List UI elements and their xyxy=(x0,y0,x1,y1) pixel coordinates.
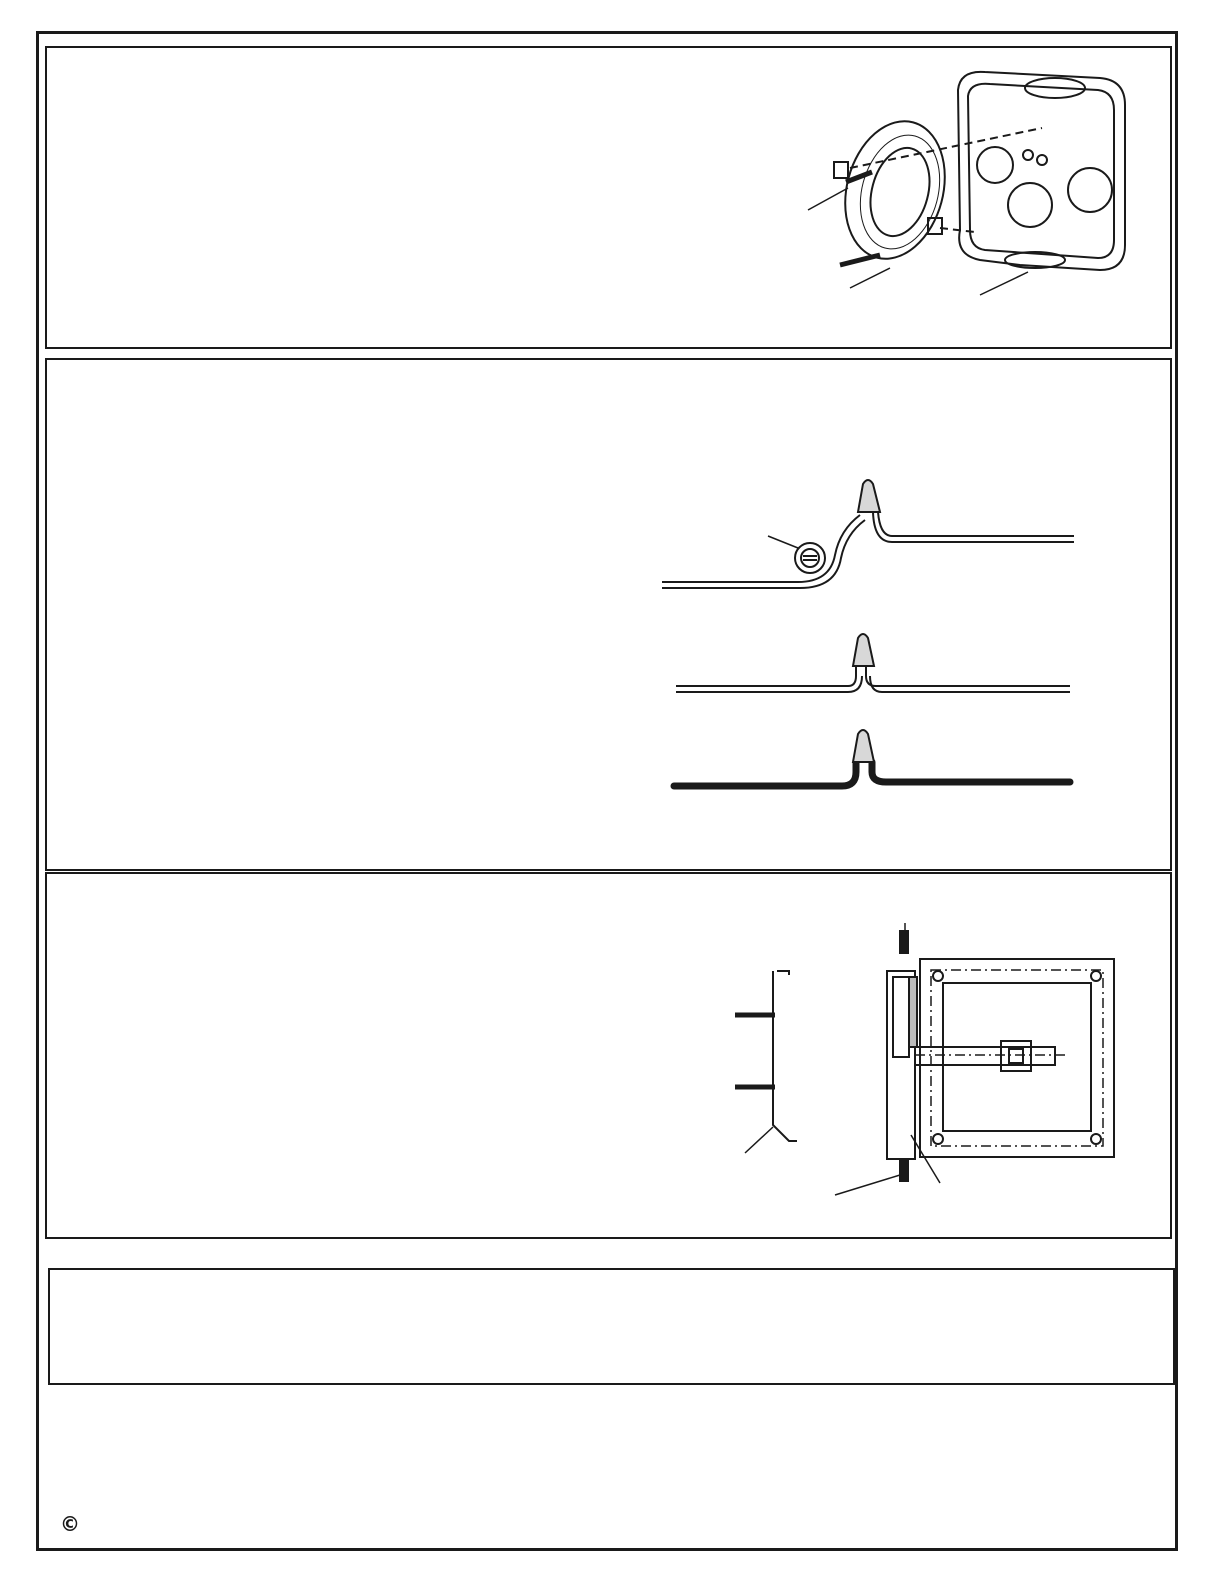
note-box xyxy=(48,1268,1175,1385)
mounting-plate-box-illustration xyxy=(780,60,1150,310)
copyright-symbol: © xyxy=(60,1512,80,1536)
wiring-illustration xyxy=(660,470,1080,800)
fixture-mounting-illustration xyxy=(725,915,1125,1205)
